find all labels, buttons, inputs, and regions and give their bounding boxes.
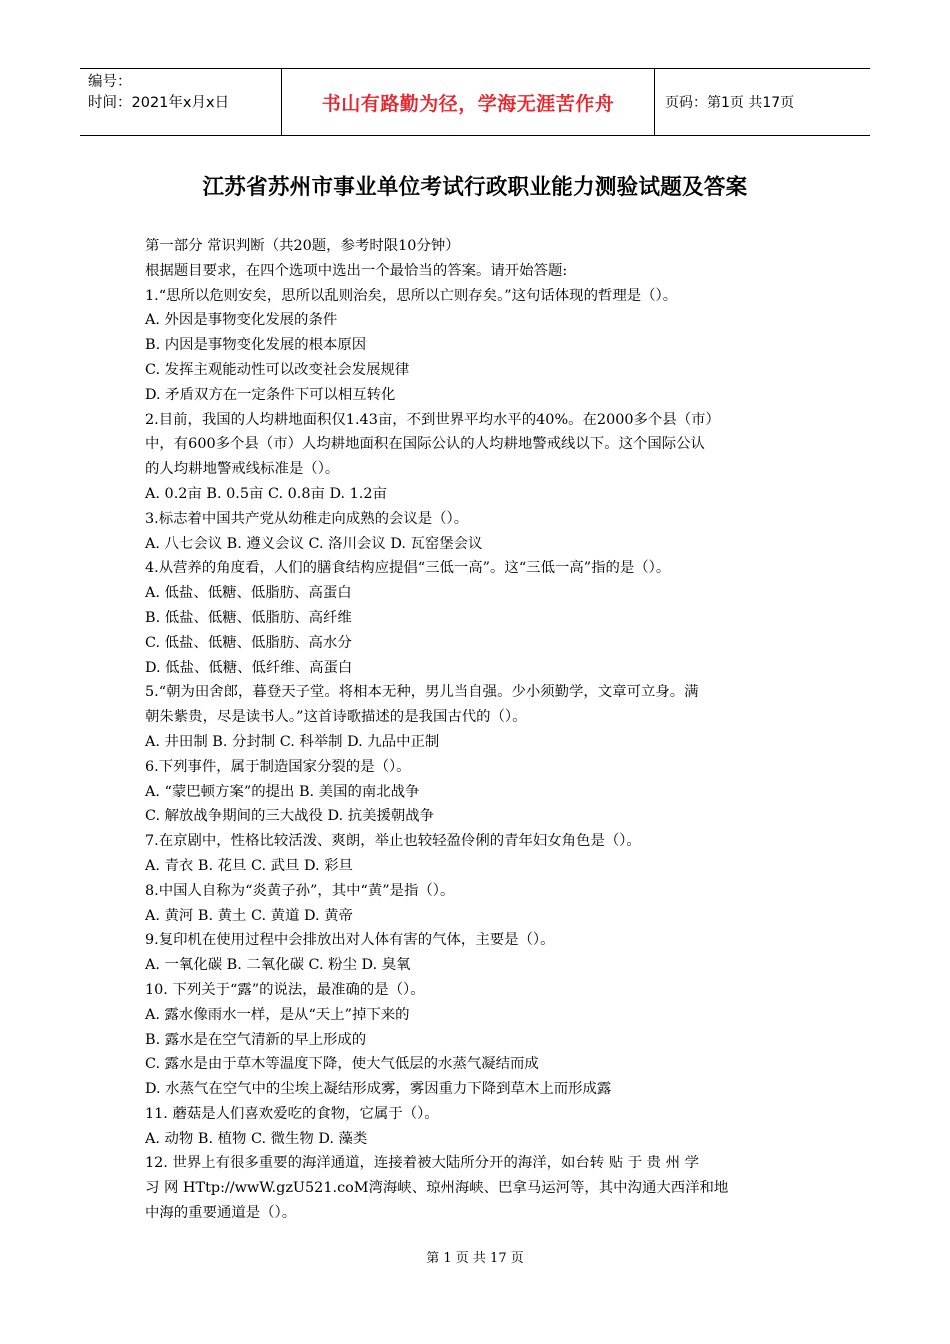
text-line: C. 露水是由于草木等温度下降，使大气低层的水蒸气凝结而成 (145, 1056, 539, 1073)
text-line: 10. 下列关于“露”的说法，最准确的是（）。 (145, 981, 425, 998)
text-line: 8.中国人自称为“炎黄子孙”，其中“黄”是指（）。 (145, 882, 455, 899)
text-line: B. 内因是事物变化发展的根本原因 (145, 337, 367, 354)
text-line: A. 外因是事物变化发展的条件 (145, 312, 338, 329)
document-body (145, 234, 810, 1226)
text-line: C. 解放战争期间的三大战役 D. 抗美援朝战争 (145, 808, 435, 825)
header-page-cell (655, 69, 870, 135)
text-line: 11. 蘑菇是人们喜欢爱吃的食物，它属于（）。 (145, 1105, 439, 1122)
text-line: B. 露水是在空气清新的早上形成的 (145, 1031, 367, 1048)
header-motto-cell (281, 69, 655, 135)
time-label: 时间：2021年x月x日 (88, 95, 230, 111)
header-table (80, 68, 870, 136)
text-line: D. 低盐、低糖、低纤维、高蛋白 (145, 659, 353, 676)
text-line: 9.复印机在使用过程中会排放出对人体有害的气体，主要是（）。 (145, 932, 555, 949)
text-line: C. 发挥主观能动性可以改变社会发展规律 (145, 361, 410, 378)
text-line: 5.“朝为田舍郎，暮登天子堂。将相本无种，男儿当自强。少小须勤学，文章可立身。满 (145, 684, 699, 701)
document-title: 江苏省苏州市事业单位考试行政职业能力测验试题及答案 (202, 175, 748, 200)
text-line: 12. 世界上有很多重要的海洋通道，连接着被大陆所分开的海洋，如台转 贴 于 贵 州 学 (145, 1155, 700, 1172)
header-meta-cell (80, 69, 281, 135)
text-line: 2.目前，我国的人均耕地面积仅1.43亩，不到世界平均水平的40%。在2000多个县（市） (145, 411, 720, 428)
text-line: D. 矛盾双方在一定条件下可以相互转化 (145, 386, 396, 403)
text-line: A. 青衣 B. 花旦 C. 武旦 D. 彩旦 (145, 857, 353, 874)
text-line: 7.在京剧中，性格比较活泼、爽朗，举止也较轻盈伶俐的青年妇女角色是（）。 (145, 833, 641, 850)
text-line: C. 低盐、低糖、低脂肪、高水分 (145, 634, 352, 651)
text-line: 第一部分 常识判断（共20题，参考时限10分钟） (145, 238, 460, 254)
text-line: 根据题目要求，在四个选项中选出一个最恰当的答案。请开始答题: (145, 262, 568, 279)
code-label: 编号： (88, 74, 132, 90)
text-line: 中海的重要通道是（）。 (145, 1205, 297, 1222)
page-info: 页码：第1页 共17页 (665, 95, 795, 111)
text-line: A. 0.2亩 B. 0.5亩 C. 0.8亩 D. 1.2亩 (145, 485, 387, 502)
text-line: A. “蒙巴顿方案”的提出 B. 美国的南北战争 (145, 783, 420, 800)
text-line: A. 一氧化碳 B. 二氧化碳 C. 粉尘 D. 臭氧 (145, 957, 411, 974)
text-line: B. 低盐、低糖、低脂肪、高纤维 (145, 609, 352, 626)
text-line: 的人均耕地警戒线标准是（）。 (145, 461, 340, 478)
motto: 书山有路勤为径，学海无涯苦作舟 (321, 92, 615, 115)
text-line: A. 井田制 B. 分封制 C. 科举制 D. 九品中正制 (145, 733, 440, 750)
text-line: 朝朱紫贵，尽是读书人。”这首诗歌描述的是我国古代的（）。 (145, 709, 527, 726)
text-line: 习 网 HTtp://wwW.gzU521.coM湾海峡、琼州海峡、巴拿马运河等，其中沟通大西洋和地 (145, 1180, 729, 1197)
text-line: 1.“思所以危则安矣，思所以乱则治矣，思所以亡则存矣。”这句话体现的哲理是（）。 (145, 287, 678, 304)
text-line: A. 黄河 B. 黄土 C. 黄道 D. 黄帝 (145, 907, 353, 924)
text-line: D. 水蒸气在空气中的尘埃上凝结形成雾，雾因重力下降到草木上而形成露 (145, 1081, 612, 1098)
text-line: A. 露水像雨水一样，是从“天上”掉下来的 (145, 1006, 410, 1023)
text-line: A. 八七会议 B. 遵义会议 C. 洛川会议 D. 瓦窑堡会议 (145, 535, 483, 552)
text-line: 4.从营养的角度看，人们的膳食结构应提倡“三低一高”。这“三低一高”指的是（）。 (145, 560, 671, 577)
text-line: A. 低盐、低糖、低脂肪、高蛋白 (145, 585, 352, 602)
text-line: 中，有600多个县（市）人均耕地面积在国际公认的人均耕地警戒线以下。这个国际公认 (145, 436, 705, 453)
text-line: 6.下列事件，属于制造国家分裂的是（）。 (145, 758, 411, 775)
text-line: A. 动物 B. 植物 C. 微生物 D. 藻类 (145, 1130, 368, 1147)
text-line: 3.标志着中国共产党从幼稚走向成熟的会议是（）。 (145, 510, 469, 527)
page-footer: 第 1 页 共 17 页 (426, 1251, 524, 1266)
